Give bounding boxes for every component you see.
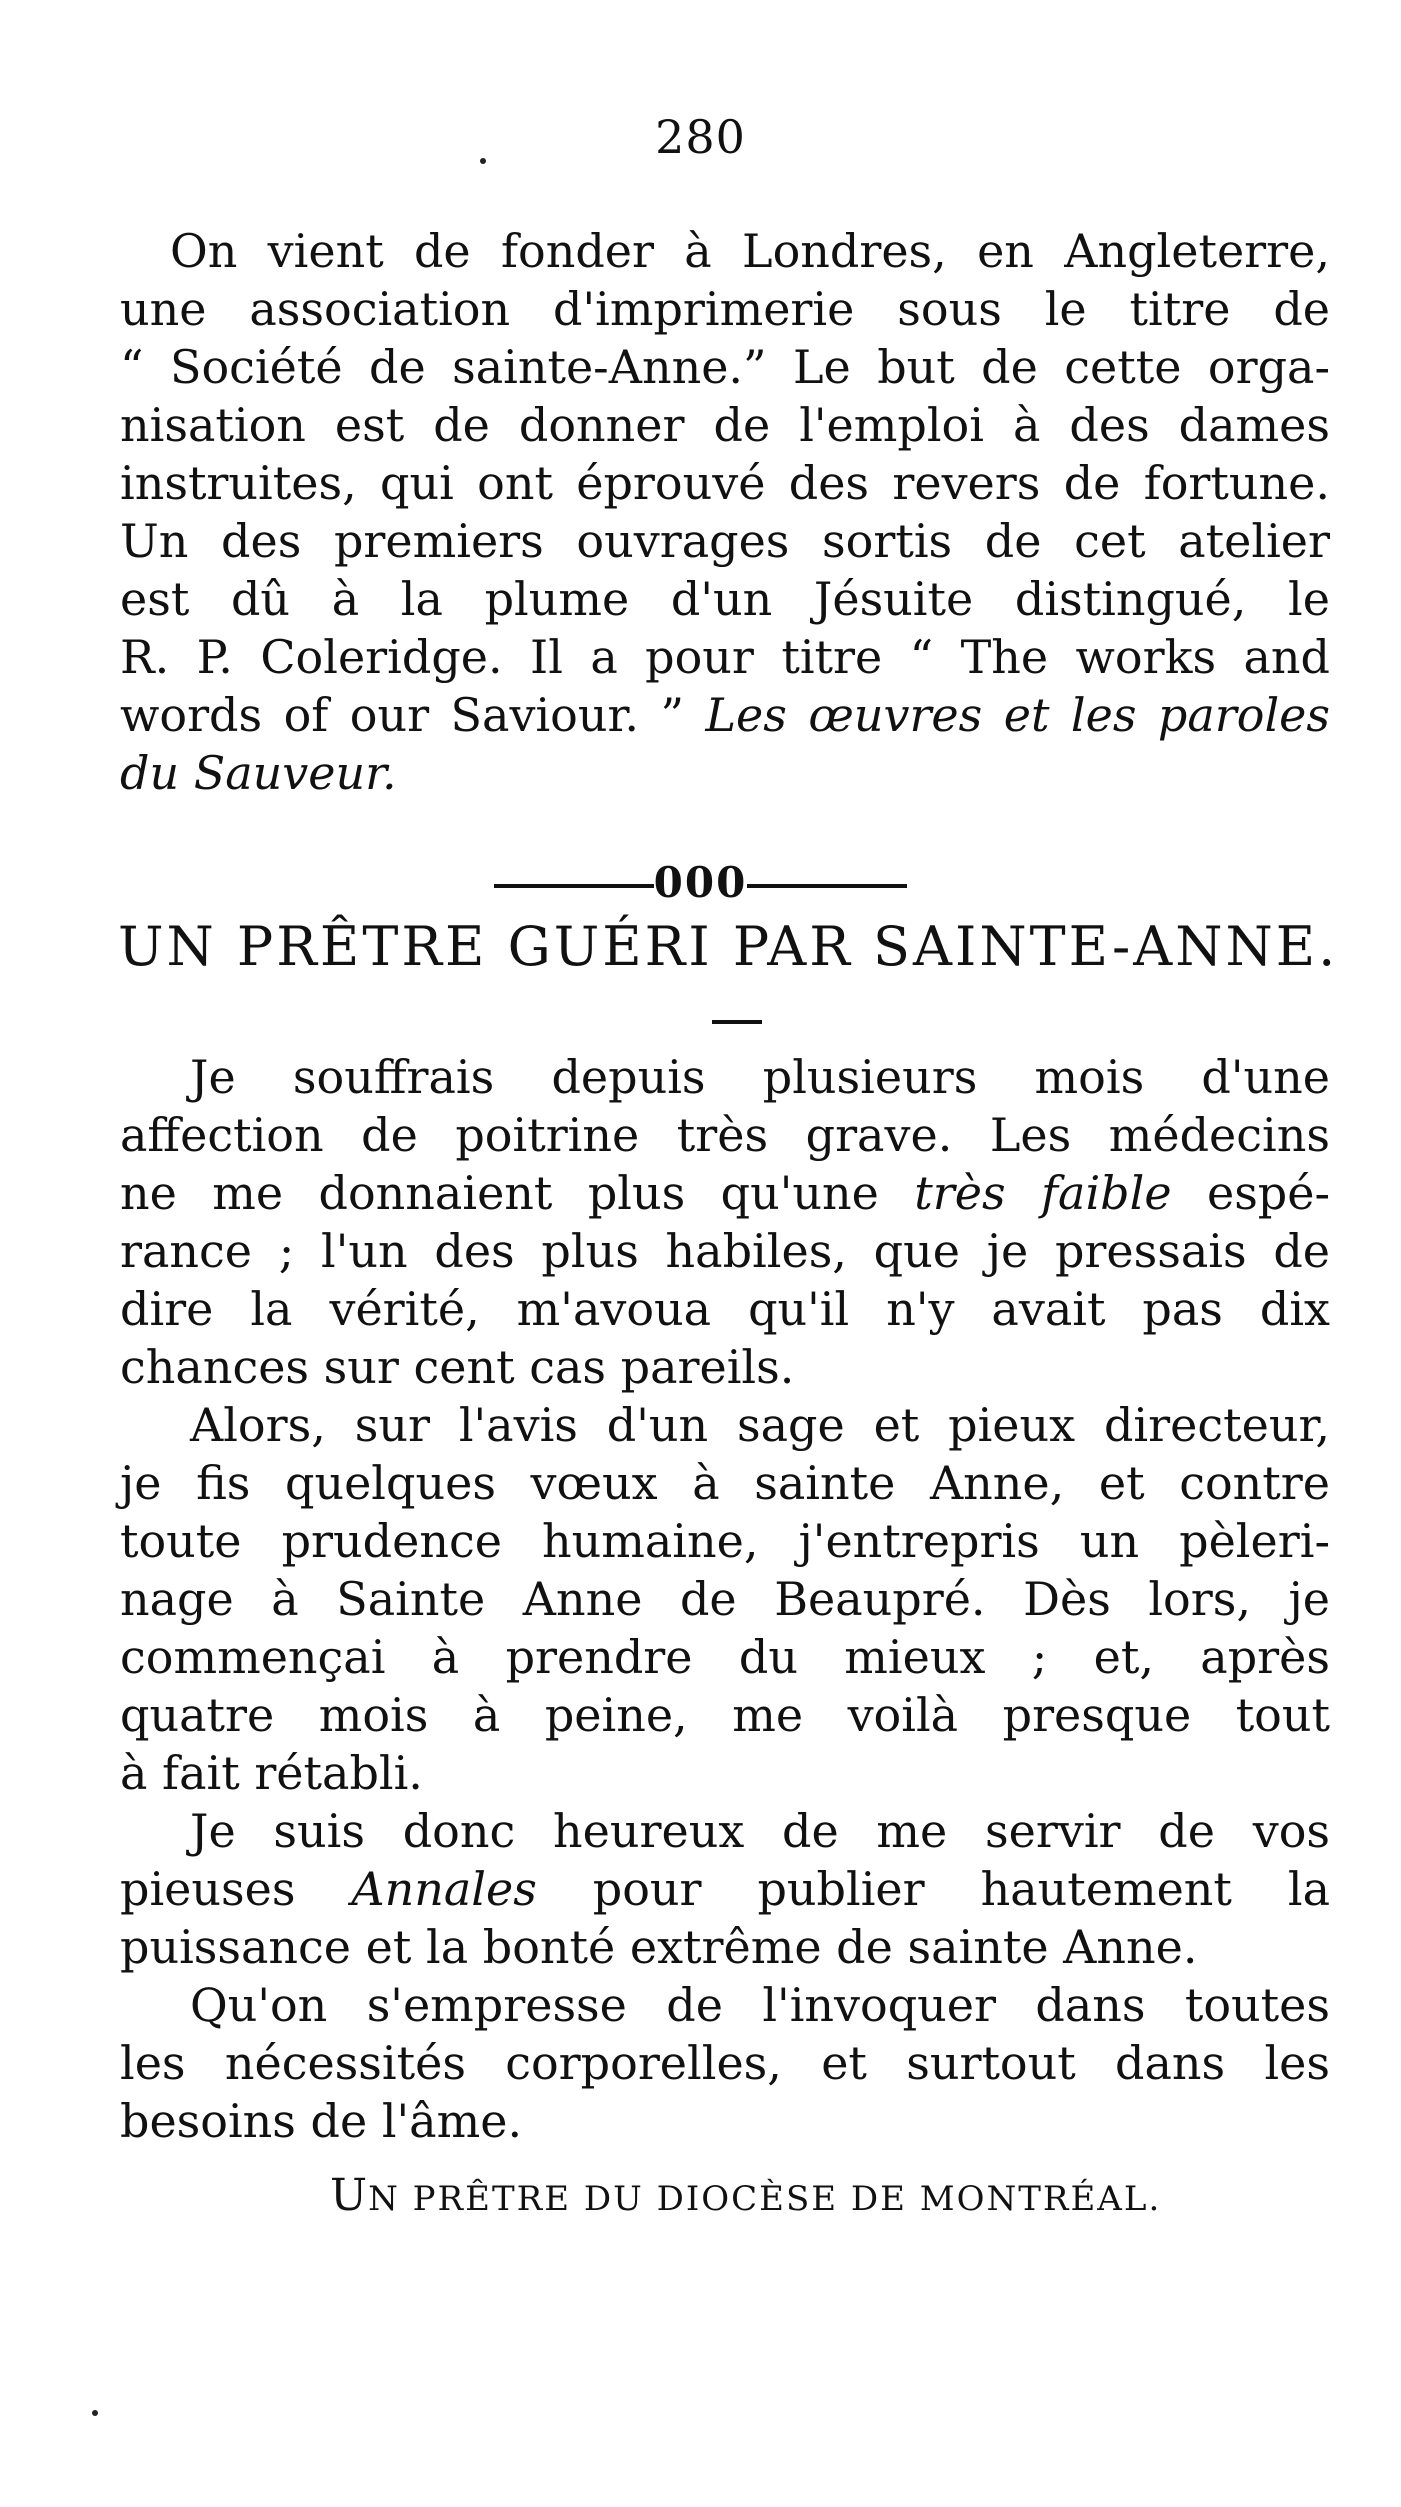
text-line: puissance et la bonté extrême de sainte Anne. — [120, 1920, 1198, 1974]
italic-title: Annales — [351, 1862, 537, 1916]
article-1-paragraph — [120, 222, 1330, 802]
text-line: quatre mois à peine, me voilà presque tout — [120, 1688, 1330, 1742]
text-fragment: pieuses — [120, 1862, 352, 1916]
text-line: “ Société de sainte-Anne.” Le but de cette orga- — [120, 340, 1330, 394]
text-line: à fait rétabli. — [120, 1746, 423, 1800]
text-line: une association d'imprimerie sous le titre de — [120, 282, 1330, 336]
text-line: les nécessités corporelles, et surtout dans les — [120, 2036, 1330, 2090]
text-line — [120, 1164, 1330, 1222]
text-line: rance ; l'un des plus habiles, que je pressais de — [120, 1224, 1330, 1278]
italic-title: Les œuvres et les paroles — [705, 688, 1330, 742]
divider-rule — [747, 884, 907, 888]
text-line: Je suis donc heureux de me servir de vos — [190, 1804, 1330, 1858]
text-line: nage à Sainte Anne de Beaupré. Dès lors, je — [120, 1572, 1330, 1626]
text-line — [120, 686, 1330, 744]
article-2-body — [120, 1048, 1330, 2150]
text-line — [120, 1860, 1330, 1918]
text-fragment: words of our Saviour. ” — [120, 688, 706, 742]
print-speck — [480, 158, 486, 164]
text-line: toute prudence humaine, j'entrepris un pèleri- — [120, 1514, 1330, 1568]
text-line: est dû à la plume d'un Jésuite distingué, le — [120, 572, 1330, 626]
text-line: nisation est de donner de l'emploi à des dames — [120, 398, 1330, 452]
text-fragment: pour publier hautement la — [536, 1862, 1330, 1916]
signature — [330, 2170, 1330, 2221]
divider-rule — [494, 884, 654, 888]
italic-phrase: très faible — [914, 1166, 1172, 1220]
title-dash — [712, 1020, 762, 1024]
text-line: affection de poitrine très grave. Les médecins — [120, 1108, 1330, 1162]
text-line: du Sauveur. — [120, 746, 397, 800]
text-fragment: ne me donnaient plus qu'une — [120, 1166, 915, 1220]
text-line: R. P. Coleridge. Il a pour titre “ The works and — [120, 630, 1330, 684]
article-title: UN PRÊTRE GUÉRI PAR SAINTE-ANNE. — [118, 915, 1339, 978]
print-speck — [92, 2410, 98, 2416]
text-line: Alors, sur l'avis d'un sage et pieux directeur, — [190, 1398, 1330, 1452]
text-line: Un des premiers ouvrages sortis de cet atelier — [120, 514, 1330, 568]
text-line: Je souffrais depuis plusieurs mois d'une — [190, 1050, 1330, 1104]
divider-label: 000 — [653, 858, 748, 907]
signature-initial: U — [330, 2170, 369, 2221]
section-divider — [0, 858, 1401, 907]
text-line: je fis quelques vœux à sainte Anne, et contre — [120, 1456, 1330, 1510]
page-number: 280 — [655, 110, 746, 164]
text-line: Qu'on s'empresse de l'invoquer dans toutes — [190, 1978, 1330, 2032]
text-line: dire la vérité, m'avoua qu'il n'y avait pas dix — [120, 1282, 1330, 1336]
signature-text: N PRÊTRE DU DIOCÈSE DE MONTRÉAL. — [368, 2179, 1162, 2219]
text-line: commençai à prendre du mieux ; et, après — [120, 1630, 1330, 1684]
text-line: chances sur cent cas pareils. — [120, 1340, 795, 1394]
text-line: On vient de fonder à Londres, en Angleterre, — [170, 224, 1330, 278]
text-line: instruites, qui ont éprouvé des revers de fortune. — [120, 456, 1330, 510]
text-line: besoins de l'âme. — [120, 2094, 523, 2148]
text-fragment: espé- — [1171, 1166, 1331, 1220]
